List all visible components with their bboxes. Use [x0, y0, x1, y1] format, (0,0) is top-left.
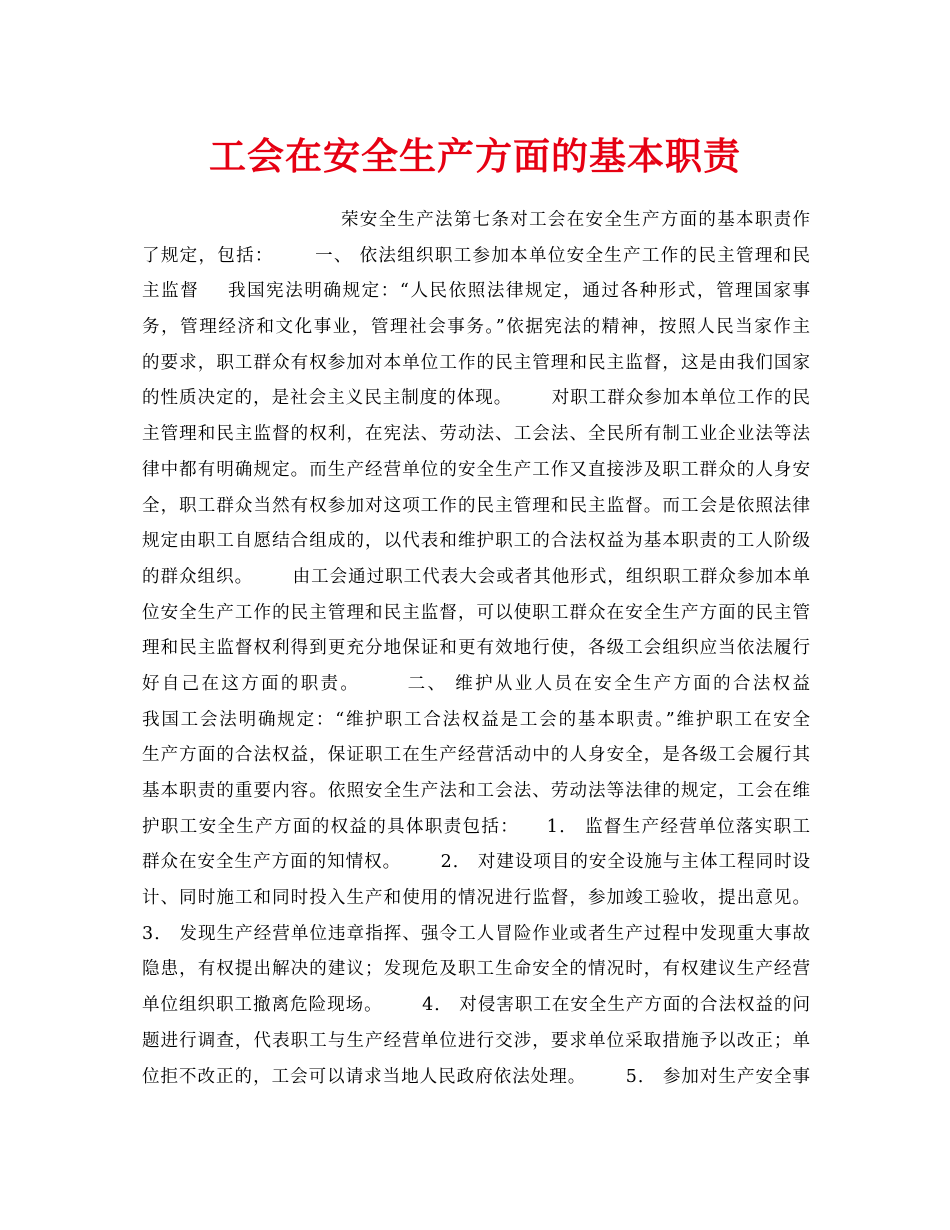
document-body [142, 203, 810, 1095]
body-line: 隐患，有权提出解决的建议；发现危及职工生命安全的情况时，有权建议生产经营 [142, 959, 810, 980]
body-line: 位安全生产工作的民主管理和民主监督，可以使职工群众在安全生产方面的民主管 [142, 602, 810, 623]
body-line: 计、同时施工和同时投入生产和使用的情况进行监督，参加竣工验收，提出意见。 [142, 888, 810, 909]
body-line: 护职工安全生产方面的权益的具体职责包括： 1． 监督生产经营单位落实职工 [142, 816, 810, 837]
body-line: 题进行调查，代表职工与生产经营单位进行交涉，要求单位采取措施予以改正；单 [142, 1030, 810, 1051]
body-line: 单位组织职工撤离危险现场。 4． 对侵害职工在安全生产方面的合法权益的问 [142, 995, 810, 1016]
body-line: 位拒不改正的，工会可以请求当地人民政府依法处理。 5． 参加对生产安全事 [142, 1066, 810, 1087]
body-line: 群众在安全生产方面的知情权。 2． 对建设项目的安全设施与主体工程同时设 [142, 852, 810, 873]
body-line: 荣安全生产法第七条对工会在安全生产方面的基本职责作 [341, 210, 810, 230]
body-line: 规定由职工自愿结合组成的，以代表和维护职工的合法权益为基本职责的工人阶级 [142, 531, 810, 552]
body-line: 的要求，职工群众有权参加对本单位工作的民主管理和民主监督，这是由我们国家 [142, 352, 810, 373]
body-line: 的性质决定的，是社会主义民主制度的体现。 对职工群众参加本单位工作的民 [142, 388, 810, 409]
body-line: 生产方面的合法权益，保证职工在生产经营活动中的人身安全，是各级工会履行其 [142, 745, 810, 766]
body-line: 3． 发现生产经营单位违章指挥、强令工人冒险作业或者生产过程中发现重大事故 [142, 923, 810, 944]
body-line: 主监督 我国宪法明确规定：“人民依照法律规定，通过各种形式，管理国家事 [142, 281, 810, 302]
body-line: 理和民主监督权利得到更充分地保证和更有效地行使，各级工会组织应当依法履行 [142, 638, 810, 659]
body-line: 我国工会法明确规定：“维护职工合法权益是工会的基本职责。”维护职工在安全 [142, 709, 810, 730]
body-line: 好自己在这方面的职责。 二、 维护从业人员在安全生产方面的合法权益 [142, 673, 810, 694]
body-line: 基本职责的重要内容。依照安全生产法和工会法、劳动法等法律的规定，工会在维 [142, 781, 810, 801]
document-title: 工会在安全生产方面的基本职责 [209, 134, 741, 178]
body-line: 务，管理经济和文化事业，管理社会事务。”依据宪法的精神，按照人民当家作主 [142, 317, 810, 338]
body-line: 律中都有明确规定。而生产经营单位的安全生产工作又直接涉及职工群众的人身安 [142, 459, 810, 480]
body-line: 了规定，包括： 一、 依法组织职工参加本单位安全生产工作的民主管理和民 [142, 245, 810, 266]
body-line: 主管理和民主监督的权利，在宪法、劳动法、工会法、全民所有制工业企业法等法 [142, 424, 810, 445]
body-line: 的群众组织。 由工会通过职工代表大会或者其他形式，组织职工群众参加本单 [142, 566, 810, 587]
body-line: 全，职工群众当然有权参加对这项工作的民主管理和民主监督。而工会是依照法律 [142, 495, 810, 516]
